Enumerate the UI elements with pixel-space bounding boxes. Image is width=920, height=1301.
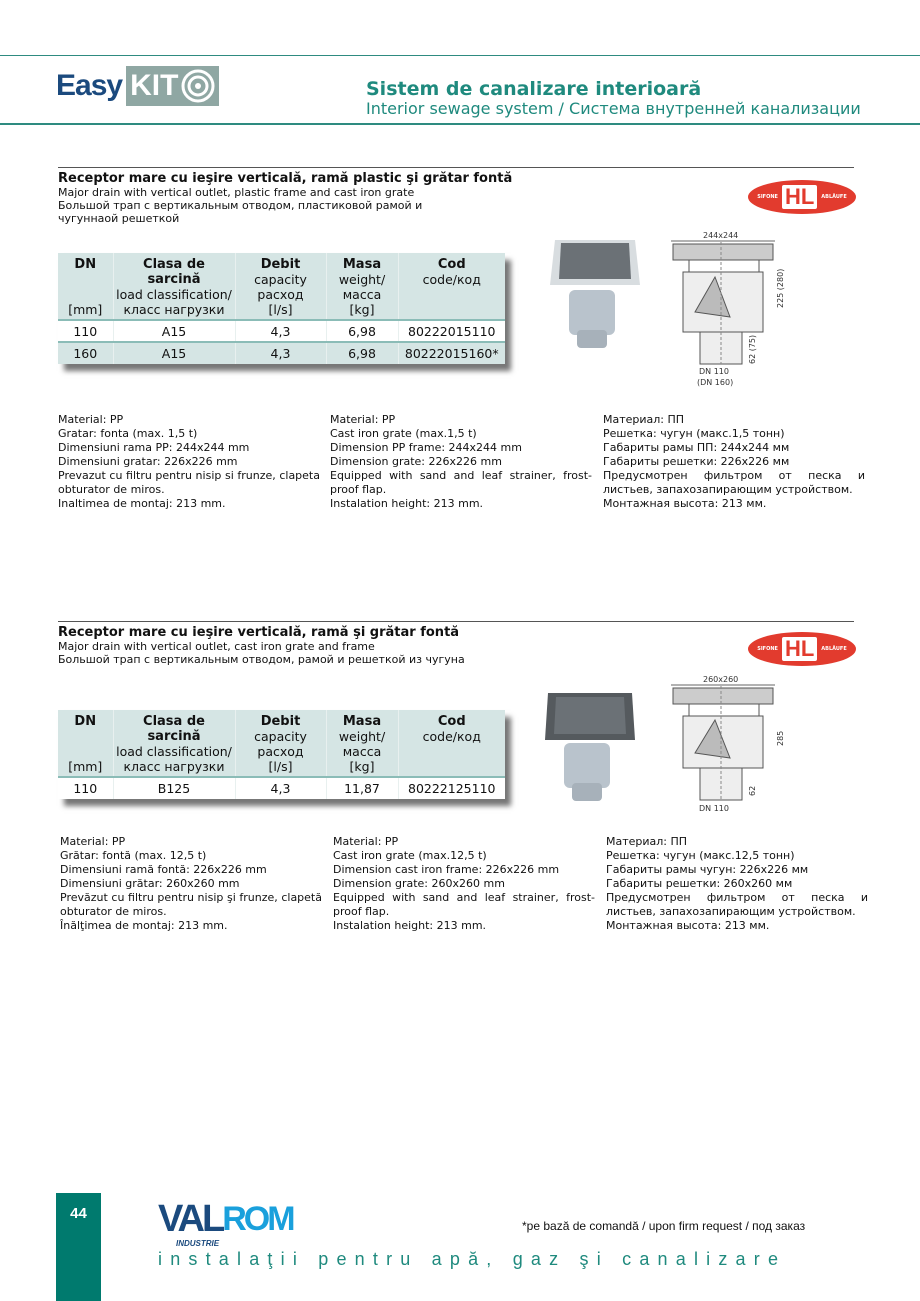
table-row: 110 A15 4,3 6,98 80222015110 <box>58 320 505 342</box>
top-rule <box>0 55 920 56</box>
footer-note: *pe bază de comandă / upon firm request / под заказ <box>522 1219 806 1233</box>
section-title: Receptor mare cu ieşire verticală, ramă şi grătar fontă <box>58 625 460 640</box>
description-ro-1: Material: PP Gratar: fonta (max. 1,5 t) Dimensiuni rama PP: 244x244 mm Dimensiuni gratar: 226x226 mm Prevazut cu filtru pentru nisip si frunze, clapeta obturator de miros. Inaltimea de montaj: 213 mm. <box>58 413 320 510</box>
svg-text:244x244: 244x244 <box>703 231 739 240</box>
page-title: Sistem de canalizare interioară <box>366 78 702 100</box>
svg-text:62: 62 <box>748 785 757 796</box>
section-sub-en: Major drain with vertical outlet, plastic frame and cast iron grate <box>58 186 415 199</box>
footer-slogan: instalaţii pentru apă, gaz şi canalizare <box>158 1249 787 1269</box>
section-title: Receptor mare cu ieşire verticală, ramă plastic şi grătar fontă <box>58 171 513 186</box>
svg-text:285: 285 <box>776 730 785 746</box>
svg-text:DN 110: DN 110 <box>699 367 729 376</box>
hl-logo: SIFONE HL ABLÄUFE <box>748 632 856 666</box>
valrom-logo: VAL ROM <box>158 1198 293 1240</box>
section-sub-ru: Большой трап с вертикальным отводом, рамой и решеткой из чугуна <box>58 653 465 666</box>
section-sub-ru: Большой трап с вертикальным отводом, пластиковой рамой и чугуннаой решеткой <box>58 199 423 225</box>
product-photo-2 <box>540 688 640 808</box>
spiral-icon <box>181 69 215 103</box>
valrom-logo-subtitle: INDUSTRIE <box>176 1239 220 1248</box>
description-en-2: Material: PP Cast iron grate (max.12,5 t) Dimension cast iron frame: 226x226 mm Dimension grate: 260x260 mm Equipped with sand and leaf strainer, frost-proof flap. Instalation height: 213 mm. <box>333 835 595 932</box>
dn-label: DN 110 <box>699 804 729 813</box>
easykit-logo: Easy KIT <box>56 66 219 106</box>
product-section-2 <box>58 621 858 666</box>
description-ru-2: Материал: ПП Решетка: чугун (макс.12,5 тонн) Габариты рамы чугун: 226x226 мм Габариты решетки: 260x260 мм Предусмотрен фильтром от песка и листьев, запахозапирающим устройством. Монтажная высота: 213 мм. <box>606 835 868 932</box>
hl-logo: SIFONE HL ABLÄUFE <box>748 180 856 214</box>
page-number: 44 <box>56 1193 101 1301</box>
svg-text:62 (75): 62 (75) <box>748 334 757 364</box>
technical-drawing-1 <box>665 230 800 390</box>
header-rule <box>0 123 920 125</box>
table-row: 160 A15 4,3 6,98 80222015160* <box>58 342 505 364</box>
product-section-1 <box>58 167 858 225</box>
table-row: 110 B125 4,3 11,87 80222125110 <box>58 777 505 799</box>
spec-table-1: DN [mm] Clasa de sarcină load classification/ класс нагрузки Debit capacity расход [l/s] Masa weight/ масса [kg] Cod code/код 110 A15 4,3 6,98 80222015110 160 A15 4,3 6,98 80222015160* <box>58 253 505 364</box>
spec-table-2: DN [mm] Clasa de sarcină load classification/ класс нагрузки Debit capacity расход [l/s] Masa weight/ масса [kg] Cod code/код 110 B125 4,3 11,87 80222125110 <box>58 710 505 799</box>
technical-drawing-2 <box>665 674 800 824</box>
section-sub-en: Major drain with vertical outlet, cast iron grate and frame <box>58 640 375 653</box>
svg-text:(DN 160): (DN 160) <box>697 378 734 387</box>
product-photo-1 <box>545 235 645 355</box>
svg-text:225 (280): 225 (280) <box>776 268 785 308</box>
description-ru-1: Материал: ПП Решетка: чугун (макс.1,5 тонн) Габариты рамы ПП: 244x244 мм Габариты решетки: 226x226 мм Предусмотрен фильтром от песка и листьев, запахозапирающим устройством. Монтажная высота: 213 мм. <box>603 413 865 510</box>
description-en-1: Material: PP Cast iron grate (max.1,5 t) Dimension PP frame: 244x244 mm Dimension grate: 226x226 mm Equipped with sand and leaf strainer, frost-proof flap. Instalation height: 213 mm. <box>330 413 592 510</box>
svg-text:260x260: 260x260 <box>703 675 739 684</box>
page-subtitle: Interior sewage system / Система внутренней канализации <box>366 99 861 118</box>
description-ro-2: Material: PP Grătar: fontă (max. 12,5 t) Dimensiuni ramă fontă: 226x226 mm Dimensiuni grătar: 260x260 mm Prevăzut cu filtru pentru nisip şi frunze, clapetă obturator de miros. Înălţimea de montaj: 213 mm. <box>60 835 322 932</box>
